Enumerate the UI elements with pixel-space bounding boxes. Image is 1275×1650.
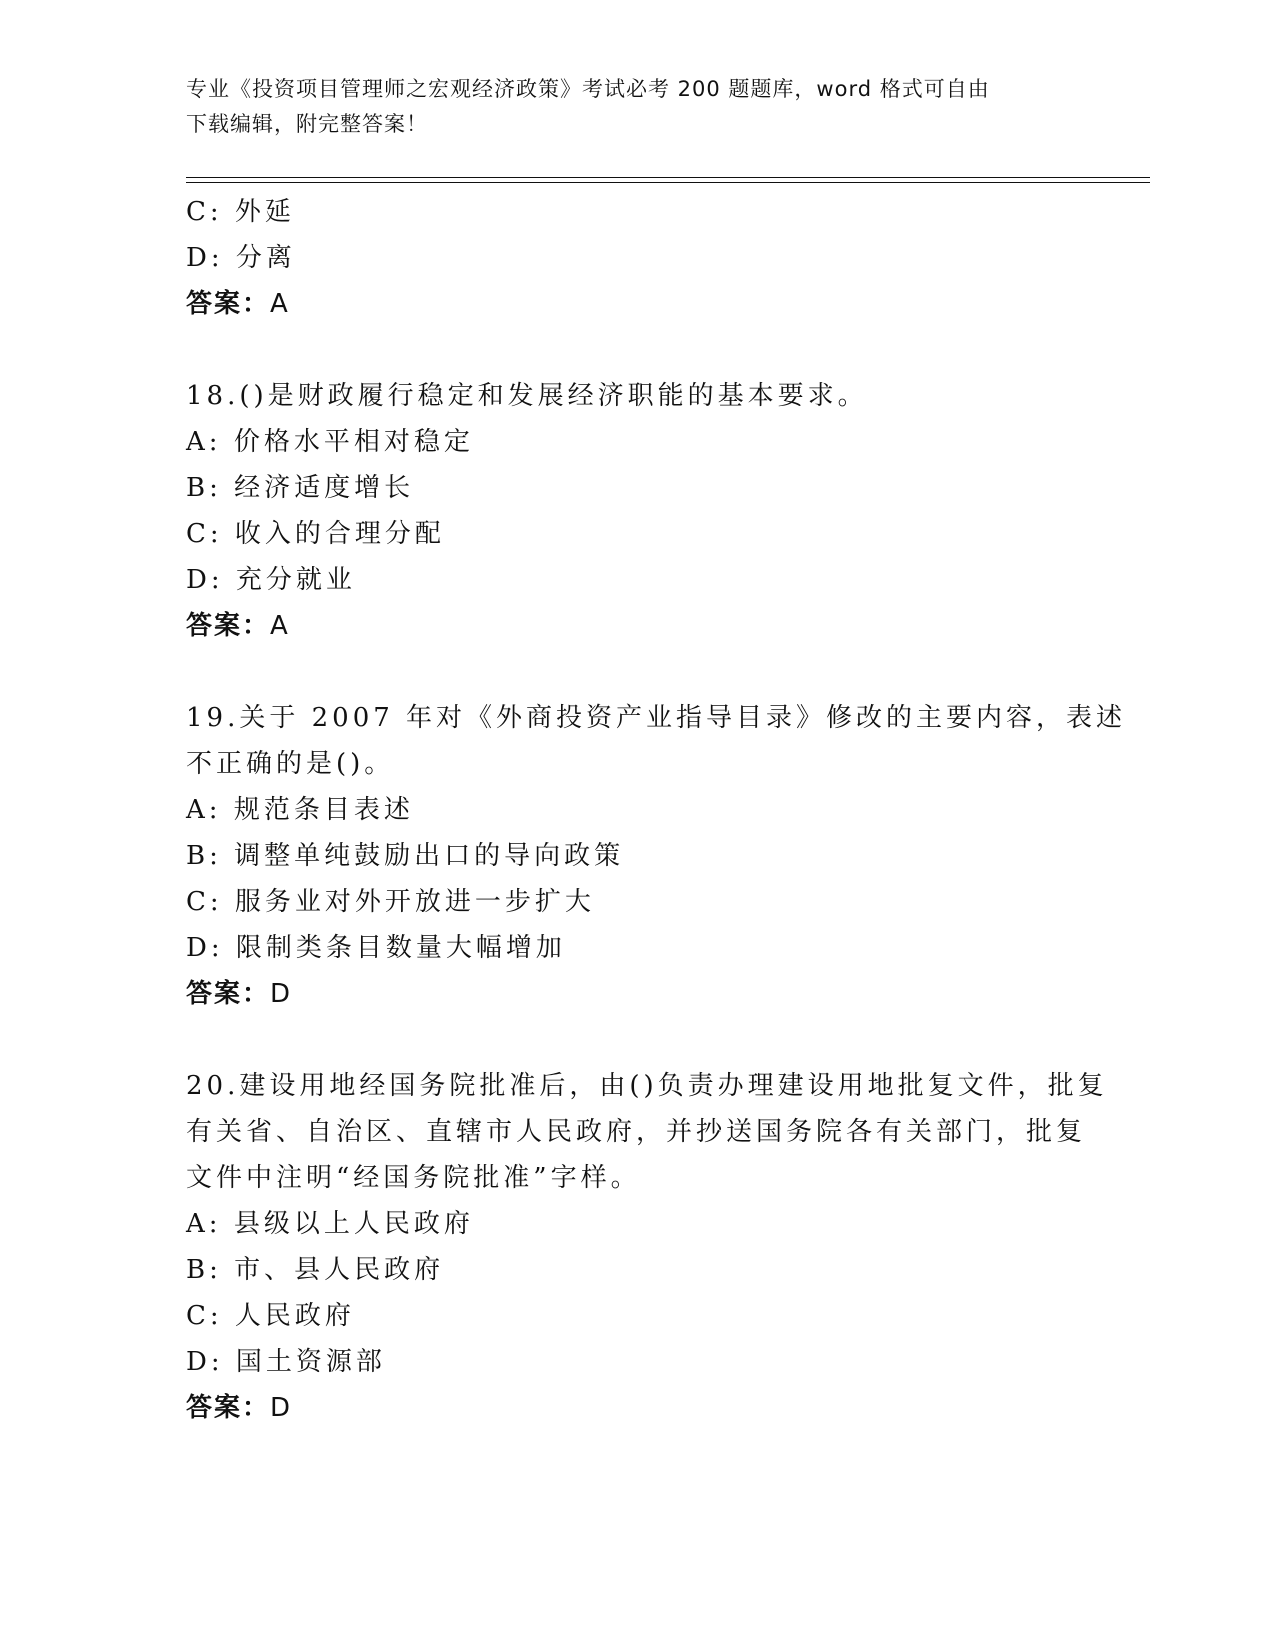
answer-line	[186, 971, 1086, 1017]
option-text: 分离	[235, 243, 296, 273]
option-a	[186, 419, 1086, 465]
option-a	[186, 787, 1086, 833]
option-b	[186, 465, 1086, 511]
option-label: C:	[186, 887, 223, 917]
option-text: 限制类条目数量大幅增加	[235, 933, 566, 963]
option-text: 经济适度增长	[234, 473, 415, 503]
option-text: 充分就业	[235, 565, 356, 595]
question-18	[186, 373, 1086, 649]
answer-value: A	[270, 611, 290, 641]
question-20	[186, 1063, 1108, 1431]
answer-value: A	[270, 289, 290, 319]
spacer	[186, 649, 1086, 695]
answer-label: 答案：	[186, 1393, 271, 1423]
spacer	[186, 327, 1086, 373]
option-label: C:	[186, 1301, 223, 1331]
option-label: D:	[186, 933, 224, 963]
option-d	[186, 925, 1086, 971]
question-stem: 18.()是财政履行稳定和发展经济职能的基本要求。	[186, 381, 868, 411]
option-label: A:	[186, 795, 222, 825]
header-rule-bottom	[186, 182, 1150, 183]
header-rule-top	[186, 177, 1150, 178]
option-c	[186, 189, 1086, 235]
option-c	[186, 511, 1086, 557]
option-text: 收入的合理分配	[234, 519, 445, 549]
question-stem-line-2: 不正确的是()。	[186, 749, 395, 779]
option-label: D:	[186, 1347, 224, 1377]
option-label: B:	[186, 1255, 222, 1285]
option-text: 外延	[234, 197, 295, 227]
option-text: 人民政府	[234, 1301, 355, 1331]
option-c	[186, 1293, 1086, 1339]
answer-line	[186, 603, 1086, 649]
option-text: 市、县人民政府	[234, 1255, 445, 1285]
option-text: 县级以上人民政府	[233, 1209, 474, 1239]
answer-value: D	[270, 1393, 293, 1423]
header-line-2: 下载编辑，附完整答案！	[186, 112, 428, 136]
document-header	[186, 72, 1066, 142]
option-label: D:	[186, 243, 224, 273]
option-label: D:	[186, 565, 224, 595]
option-label: A:	[186, 427, 222, 457]
option-b	[186, 833, 1086, 879]
option-text: 价格水平相对稳定	[233, 427, 474, 457]
answer-line	[186, 1385, 1086, 1431]
option-text: 调整单纯鼓励出口的导向政策	[234, 841, 625, 871]
question-body	[186, 189, 1127, 1431]
option-d	[186, 557, 1086, 603]
option-label: A:	[186, 1209, 222, 1239]
option-label: B:	[186, 841, 222, 871]
option-label: C:	[186, 519, 223, 549]
question-19	[186, 695, 1127, 1017]
answer-value: D	[270, 979, 293, 1009]
option-d	[186, 1339, 1086, 1385]
option-text: 规范条目表述	[233, 795, 414, 825]
option-b	[186, 1247, 1086, 1293]
option-c	[186, 879, 1086, 925]
option-label: C:	[186, 197, 223, 227]
spacer	[186, 1017, 1086, 1063]
question-stem-line-3: 文件中注明“经国务院批准”字样。	[186, 1163, 641, 1193]
option-text: 服务业对外开放进一步扩大	[234, 887, 595, 917]
question-stem-line-1: 19.关于 2007 年对《外商投资产业指导目录》修改的主要内容，表述	[186, 703, 1127, 733]
question-stem-line-1: 20.建设用地经国务院批准后，由()负责办理建设用地批复文件，批复	[186, 1071, 1108, 1101]
option-d	[186, 235, 1086, 281]
option-label: B:	[186, 473, 222, 503]
answer-label: 答案：	[186, 611, 271, 641]
answer-label: 答案：	[186, 289, 271, 319]
option-a	[186, 1201, 1086, 1247]
answer-label: 答案：	[186, 979, 271, 1009]
header-line-1: 专业《投资项目管理师之宏观经济政策》考试必考 200 题题库，word 格式可自由	[186, 77, 990, 101]
question-stem-line-2: 有关省、自治区、直辖市人民政府，并抄送国务院各有关部门，批复	[186, 1117, 1087, 1147]
carryover-block	[186, 189, 1086, 327]
option-text: 国土资源部	[235, 1347, 386, 1377]
answer-line	[186, 281, 1086, 327]
